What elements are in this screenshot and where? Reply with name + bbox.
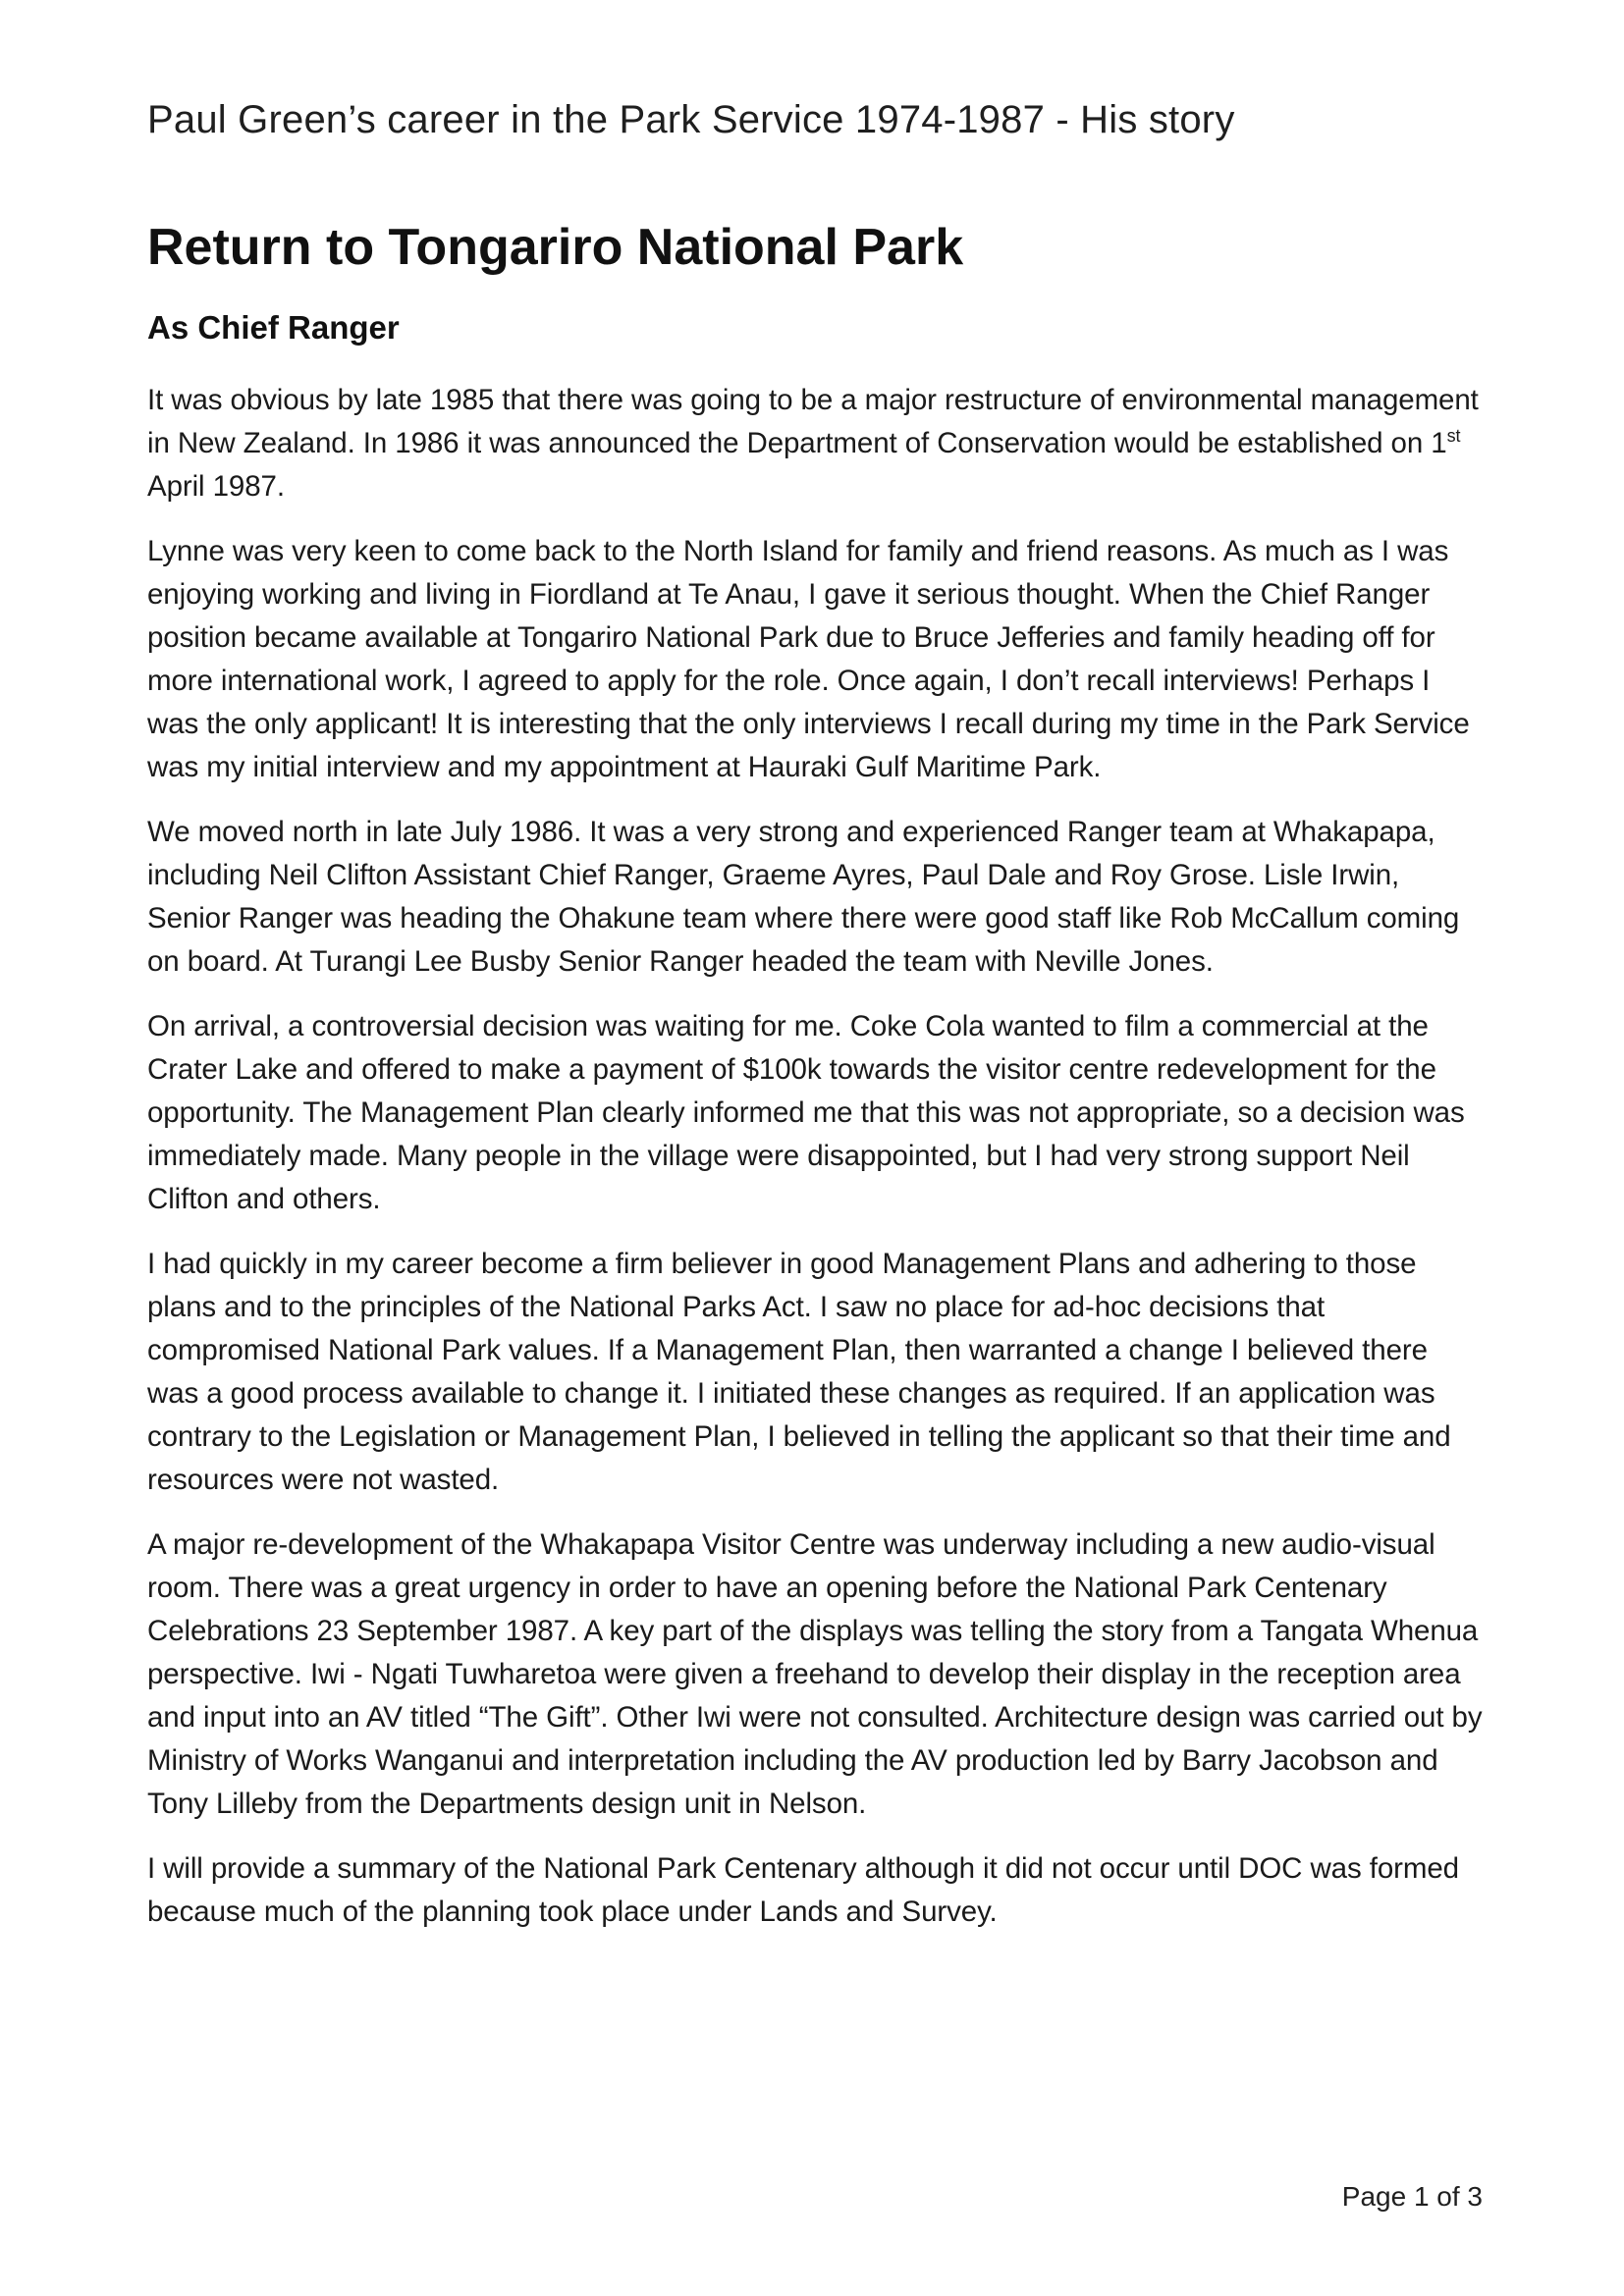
ordinal-suffix: st [1446,426,1461,447]
document-page [147,0,1483,2296]
page-title: Return to Tongariro National Park [147,219,964,276]
paragraph-2: Lynne was very keen to come back to the North Island for family and friend reasons. As much as I was enjoying working and living in Fiordland at Te Anau, I gave it serious thought. When the Chief Ranger position became available at Tongariro National Park due to Bruce Jefferies and family heading off for more international work, I agreed to apply for the role. Once again, I don’t recall interviews! Perhaps I was the only applicant! It is interesting that the only interviews I recall during my time in the Park Service was my initial interview and my appointment at Hauraki Gulf Maritime Park. [147,535,1470,783]
paragraph-4: On arrival, a controversial decision was waiting for me. Coke Cola wanted to film a commercial at the Crater Lake and offered to make a payment of $100k towards the visitor centre redevelopment for the opportunity. The Management Plan clearly informed me that this was not appropriate, so a decision was immediately made. Many people in the village were disappointed, but I had very strong support Neil Clifton and others. [147,1010,1465,1215]
paragraph-5: I had quickly in my career become a firm believer in good Management Plans and adhering to those plans and to the principles of the National Parks Act. I saw no place for ad-hoc decisions that compromised National Park values. If a Management Plan, then warranted a change I believed there was a good process available to change it. I initiated these changes as required. If an application was contrary to the Legislation or Management Plan, I believed in telling the applicant so that their time and resources were not wasted. [147,1248,1451,1496]
page-number: Page 1 of 3 [1341,2181,1483,2212]
running-header: Paul Green’s career in the Park Service 1974-1987 - His story [147,98,1235,141]
paragraph-6: A major re-development of the Whakapapa Visitor Centre was underway including a new audio-visual room. There was a great urgency in order to have an opening before the National Park Centenary Celebrations 23 September 1987. A key part of the displays was telling the story from a Tangata Whenua perspective. Iwi - Ngati Tuwharetoa were given a freehand to develop their display in the reception area and input into an AV titled “The Gift”. Other Iwi were not consulted. Architecture design was carried out by Ministry of Works Wanganui and interpretation including the AV production led by Barry Jacobson and Tony Lilleby from the Departments design unit in Nelson. [147,1528,1483,1820]
paragraph-1 [147,379,1483,508]
paragraph-1-text: It was obvious by late 1985 that there was going to be a major restructure of environmental management in New Zealand. In 1986 it was announced the Department of Conservation would be established on 1 [147,384,1479,459]
paragraph-7: I will provide a summary of the National Park Centenary although it did not occur until DOC was formed because much of the planning took place under Lands and Survey. [147,1852,1459,1928]
paragraph-3: We moved north in late July 1986. It was a very strong and experienced Ranger team at Whakapapa, including Neil Clifton Assistant Chief Ranger, Graeme Ayres, Paul Dale and Roy Grose. Lisle Irwin, Senior Ranger was heading the Ohakune team where there were good staff like Rob McCallum coming on board. At Turangi Lee Busby Senior Ranger headed the team with Neville Jones. [147,816,1460,978]
section-subtitle: As Chief Ranger [147,309,400,346]
body-text [147,379,1483,1955]
paragraph-1-text-end: April 1987. [147,470,285,503]
